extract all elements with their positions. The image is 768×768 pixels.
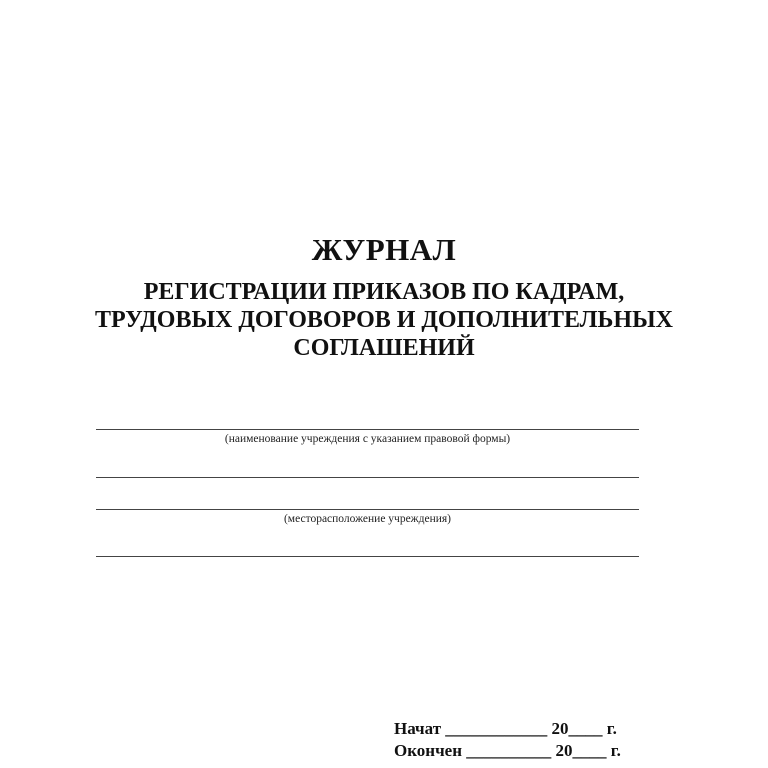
subtitle-line-2: ТРУДОВЫХ ДОГОВОРОВ И ДОПОЛНИТЕЛЬНЫХ <box>95 307 673 333</box>
location-line-2 <box>96 556 639 557</box>
document-subtitle <box>0 278 768 362</box>
started-date-line: Начат ____________ 20____ г. <box>394 719 617 738</box>
location-line <box>96 509 639 510</box>
document-title: ЖУРНАЛ <box>311 232 457 267</box>
finished-date-line: Окончен __________ 20____ г. <box>394 741 621 760</box>
subtitle-line-3: СОГЛАШЕНИЙ <box>293 335 475 361</box>
location-caption: (месторасположение учреждения) <box>283 513 452 525</box>
institution-name-line-2 <box>96 477 639 478</box>
institution-name-caption: (наименование учреждения с указанием правовой формы) <box>224 433 511 445</box>
institution-name-line <box>96 429 639 430</box>
subtitle-line-1: РЕГИСТРАЦИИ ПРИКАЗОВ ПО КАДРАМ, <box>143 279 625 305</box>
